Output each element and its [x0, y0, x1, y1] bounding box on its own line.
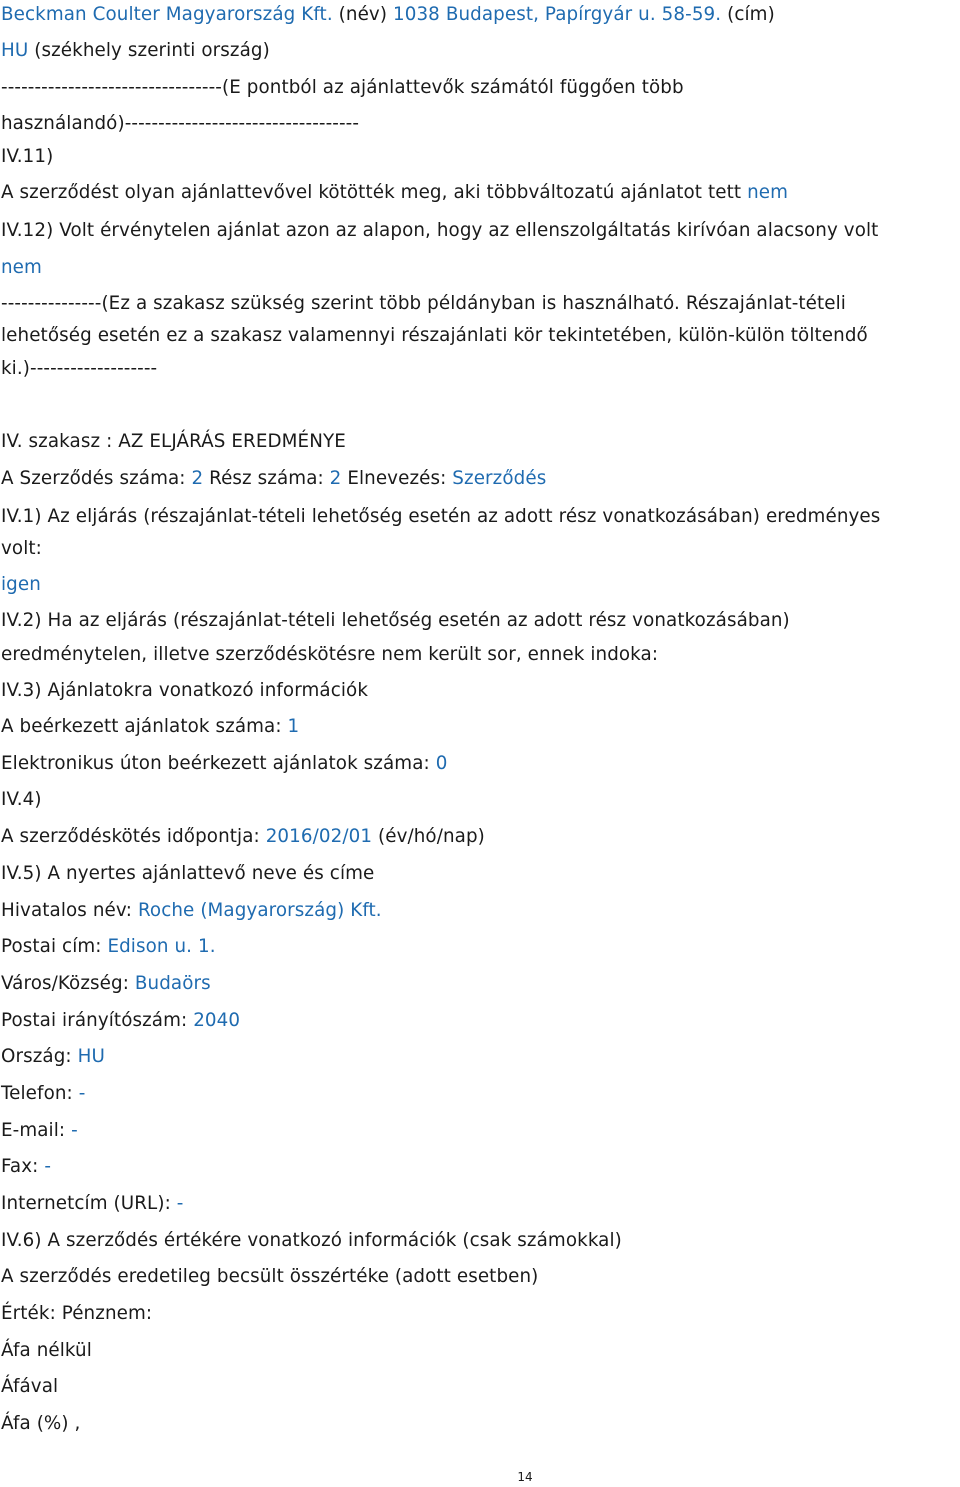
- field-label: ---------------------------------(E pontból az ajánlattevők számától függően több: [1, 77, 684, 98]
- text-line: [1, 1413, 80, 1435]
- text-line: [1, 293, 846, 315]
- text-line: [1, 574, 41, 596]
- field-label: Telefon:: [1, 1083, 79, 1104]
- text-line: [1, 4, 775, 26]
- text-line: [1, 431, 346, 453]
- field-label: A szerződés eredetileg becsült összértéke (adott esetben): [1, 1266, 539, 1287]
- text-line: [1, 1340, 92, 1362]
- field-label: A szerződést olyan ajánlattevővel kötötték meg, aki többváltozatú ajánlatot tett: [1, 182, 748, 203]
- field-label: (név): [332, 4, 393, 25]
- field-label: IV.2) Ha az eljárás (részajánlat-tételi lehetőség esetén az adott rész vonatkozásában): [1, 610, 790, 631]
- text-line: [1, 468, 546, 490]
- field-value: HU: [77, 1046, 105, 1067]
- text-line: [1, 753, 447, 775]
- field-label: E-mail:: [1, 1120, 72, 1141]
- text-line: [1, 506, 880, 528]
- text-line: [1, 610, 790, 632]
- field-label: Hivatalos név:: [1, 900, 138, 921]
- field-label: IV.1) Az eljárás (részajánlat-tételi lehetőség esetén az adott rész vonatkozásában) eredményes: [1, 506, 881, 527]
- text-line: [1, 863, 374, 885]
- field-label: Áfa nélkül: [1, 1340, 92, 1361]
- field-label: IV.4): [1, 789, 42, 810]
- field-label: (cím): [721, 4, 775, 25]
- text-line: [1, 1266, 538, 1288]
- field-label: IV.5) A nyertes ajánlattevő neve és címe: [1, 863, 375, 884]
- text-line: [1, 40, 270, 62]
- text-line: [1, 680, 368, 702]
- text-line: [1, 716, 299, 738]
- text-line: [1, 1010, 240, 1032]
- field-value: -: [78, 1083, 86, 1104]
- field-label: IV.11): [1, 146, 54, 167]
- field-value: HU: [1, 40, 29, 61]
- field-label: Postai cím:: [1, 936, 108, 957]
- field-value: nem: [747, 182, 789, 203]
- field-value: Roche (Magyarország) Kft.: [137, 900, 382, 921]
- field-label: Város/Község:: [1, 973, 135, 994]
- field-value: 2: [329, 468, 342, 489]
- text-line: [1, 1046, 105, 1068]
- field-label: lehetőség esetén ez a szakasz valamennyi részajánlati kör tekintetében, külön-külön töltendő: [1, 325, 868, 346]
- text-line: [1, 826, 485, 848]
- field-value: 2: [191, 468, 204, 489]
- text-line: [1, 113, 359, 135]
- text-line: [1, 789, 42, 811]
- field-label: Fax:: [1, 1156, 45, 1177]
- field-label: Postai irányítószám:: [1, 1010, 194, 1031]
- page-number: 14: [517, 1470, 533, 1484]
- field-value: 1: [287, 716, 300, 737]
- text-line: [1, 973, 211, 995]
- field-value: -: [176, 1193, 184, 1214]
- text-line: [1, 257, 42, 279]
- field-value: -: [44, 1156, 52, 1177]
- field-label: Elnevezés:: [341, 468, 453, 489]
- field-value: -: [71, 1120, 78, 1141]
- text-line: [1, 325, 868, 347]
- text-line: [1, 77, 684, 99]
- field-value: 0: [435, 753, 448, 774]
- field-value: Szerződés: [452, 468, 547, 489]
- text-line: [1, 1303, 152, 1325]
- field-label: A beérkezett ajánlatok száma:: [1, 716, 288, 737]
- field-label: volt:: [1, 538, 42, 559]
- field-label: A Szerződés száma:: [1, 468, 192, 489]
- field-label: ki.)-------------------: [1, 358, 158, 379]
- field-value: Budaörs: [134, 973, 211, 994]
- field-label: használandó)-----------------------------------: [1, 113, 360, 134]
- text-line: [1, 1193, 183, 1215]
- text-line: [1, 1376, 58, 1398]
- field-value: igen: [1, 574, 41, 595]
- field-label: IV. szakasz : AZ ELJÁRÁS EREDMÉNYE: [1, 431, 346, 452]
- field-label: IV.6) A szerződés értékére vonatkozó információk (csak számokkal): [1, 1230, 622, 1251]
- field-label: Érték: Pénznem:: [1, 1303, 153, 1324]
- text-line: [1, 1156, 51, 1178]
- text-line: [1, 220, 878, 242]
- field-label: ---------------(Ez a szakasz szükség szerint több példányban is használható. Részajánlat-tételi: [1, 293, 846, 314]
- text-line: [1, 1230, 622, 1252]
- text-line: [1, 358, 157, 380]
- field-label: eredménytelen, illetve szerződéskötésre nem került sor, ennek indoka:: [1, 644, 659, 665]
- field-label: Rész száma:: [203, 468, 330, 489]
- text-line: [1, 1083, 85, 1105]
- text-line: [1, 146, 53, 168]
- text-line: [1, 538, 42, 560]
- field-label: IV.3) Ajánlatokra vonatkozó információk: [1, 680, 369, 701]
- field-value: 1038 Budapest, Papírgyár u. 58-59.: [392, 4, 722, 25]
- field-label: Elektronikus úton beérkezett ajánlatok száma:: [1, 753, 436, 774]
- field-value: nem: [1, 257, 42, 278]
- field-label: Áfa (%) ,: [1, 1413, 81, 1434]
- text-line: [1, 182, 788, 204]
- field-label: Internetcím (URL):: [1, 1193, 177, 1214]
- field-value: Beckman Coulter Magyarország Kft.: [1, 4, 333, 25]
- text-line: [1, 900, 382, 922]
- field-label: A szerződéskötés időpontja:: [1, 826, 266, 847]
- field-label: Áfával: [1, 1376, 59, 1397]
- field-label: IV.12) Volt érvénytelen ajánlat azon az alapon, hogy az ellenszolgáltatás kirívóan alacsony volt: [1, 220, 879, 241]
- field-value: 2016/02/01: [265, 826, 373, 847]
- field-value: Edison u. 1.: [107, 936, 216, 957]
- field-label: Ország:: [1, 1046, 78, 1067]
- text-line: [1, 644, 658, 666]
- field-value: 2040: [193, 1010, 241, 1031]
- text-line: [1, 936, 216, 958]
- field-label: (székhely szerinti ország): [28, 40, 270, 61]
- field-label: (év/hó/nap): [372, 826, 485, 847]
- text-line: [1, 1120, 78, 1142]
